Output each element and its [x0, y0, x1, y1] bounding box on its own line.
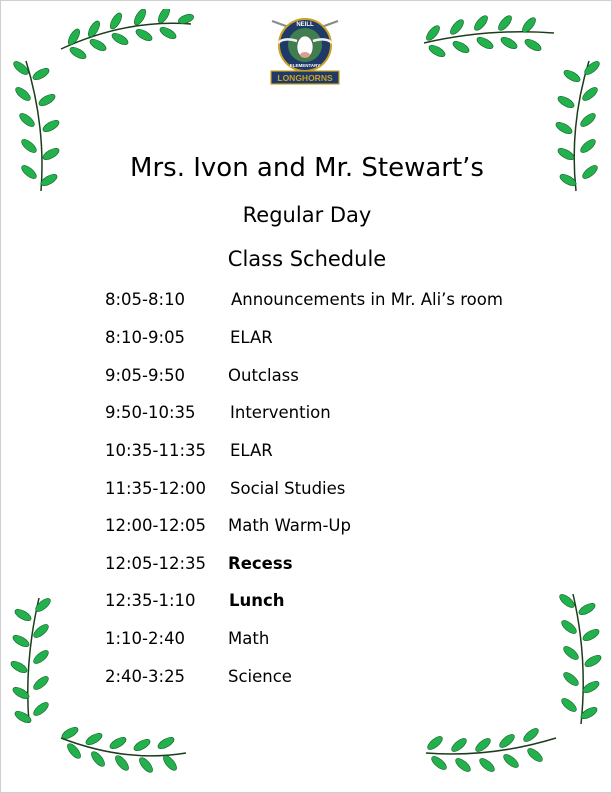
- vine-bottom-left-vertical-icon: [9, 593, 59, 728]
- schedule-time: 11:35-12:00: [105, 479, 207, 498]
- logo-bottom-text: LONGHORNS: [277, 73, 333, 83]
- schedule-time: 12:05-12:35: [105, 554, 207, 573]
- schedule-time: 10:35-11:35: [105, 441, 207, 460]
- logo-middle-text: ELEMENTARY: [289, 63, 321, 68]
- schedule-activity: Intervention: [230, 403, 331, 422]
- schedule-time: 12:35-1:10: [105, 591, 196, 610]
- vine-bottom-left-horizontal-icon: [56, 723, 191, 773]
- vine-bottom-right-horizontal-icon: [421, 723, 561, 773]
- page-subtitle-regular-day: Regular Day: [242, 203, 372, 227]
- schedule-activity: Outclass: [228, 366, 299, 385]
- logo-top-text: NEILL: [296, 22, 314, 28]
- schedule-activity: Science: [228, 667, 292, 686]
- schedule-activity: Announcements in Mr. Ali’s room: [231, 290, 503, 309]
- schedule-activity: ELAR: [230, 328, 273, 347]
- schedule-activity: ELAR: [230, 441, 273, 460]
- schedule-time: 1:10-2:40: [105, 629, 186, 648]
- page-subtitle-class-schedule: Class Schedule: [227, 247, 387, 271]
- schedule-activity: Social Studies: [230, 479, 346, 498]
- schedule-time: 9:50-10:35: [105, 403, 196, 422]
- vine-bottom-right-vertical-icon: [553, 589, 603, 729]
- schedule-time: 2:40-3:25: [105, 667, 186, 686]
- schedule-time: 8:10-9:05: [105, 328, 186, 347]
- schedule-time: 12:00-12:05: [105, 516, 207, 535]
- schedule-activity: Recess: [228, 554, 293, 573]
- longhorn-mascot-logo-icon: [266, 13, 344, 89]
- schedule-activity: Math Warm-Up: [228, 516, 351, 535]
- vine-top-right-horizontal-icon: [419, 13, 559, 63]
- vine-top-left-horizontal-icon: [56, 9, 196, 59]
- page-title: Mrs. Ivon and Mr. Stewart’s: [130, 153, 484, 183]
- schedule-activity: Lunch: [229, 591, 285, 610]
- schedule-time: 9:05-9:50: [105, 366, 186, 385]
- schedule-activity: Math: [228, 629, 270, 648]
- schedule-time: 8:05-8:10: [105, 290, 186, 309]
